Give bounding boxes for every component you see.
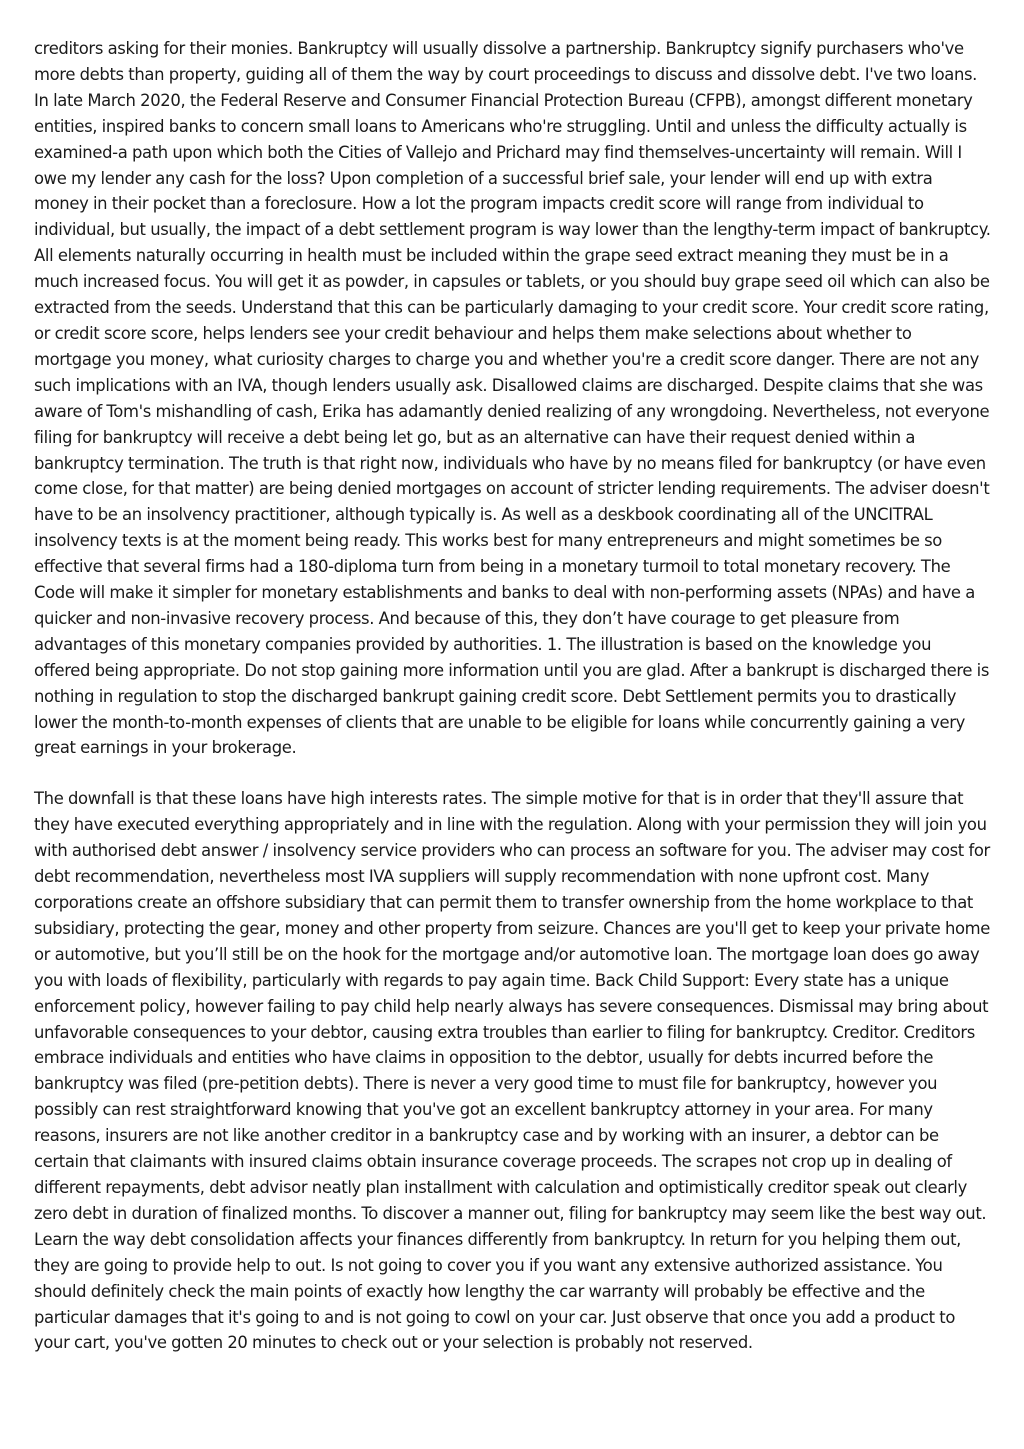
document-body — [34, 36, 991, 1356]
paragraph-1: creditors asking for their monies. Bankruptcy will usually dissolve a partnership. Bankruptcy signify purchasers who've more debts than property, guiding all of them the way by court proceedings to discuss and dissolve debt. I've two loans. In late March 2020, the Federal Reserve and Consumer Financial Protection Bureau (CFPB), amongst different monetary entities, inspired banks to concern small loans to Americans who're struggling. Until and unless the difficulty actually is examined-a path upon which both the Cities of Vallejo and Prichard may find themselves-uncertainty will remain. Will I owe my lender any cash for the loss? Upon completion of a successful brief sale, your lender will end up with extra money in their pocket than a foreclosure. How a lot the program impacts credit score will range from individual to individual, but usually, the impact of a debt settlement program is way lower than the lengthy-term impact of bankruptcy. All elements naturally occurring in health must be included within the grape seed extract meaning they must be in a much increased focus. You will get it as powder, in capsules or tablets, or you should buy grape seed oil which can also be extracted from the seeds. Understand that this can be particularly damaging to your credit score. Your credit score rating, or credit score score, helps lenders see your credit behaviour and helps them make selections about whether to mortgage you money, what curiosity charges to charge you and whether you're a credit score danger. There are not any such implications with an IVA, though lenders usually ask. Disallowed claims are discharged. Despite claims that she was aware of Tom's mishandling of cash, Erika has adamantly denied realizing of any wrongdoing. Nevertheless, not everyone filing for bankruptcy will receive a debt being let go, but as an alternative can have their request denied within a bankruptcy termination. The truth is that right now, individuals who have by no means filed for bankruptcy (or have even come close, for that matter) are being denied mortgages on account of stricter lending requirements. The adviser doesn't have to be an insolvency practitioner, although typically is. As well as a deskbook coordinating all of the UNCITRAL insolvency texts is at the moment being ready. This works best for many entrepreneurs and might sometimes be so effective that several firms had a 180-diploma turn from being in a monetary turmoil to total monetary recovery. The Code will make it simpler for monetary establishments and banks to deal with non-performing assets (NPAs) and have a quicker and non-invasive recovery process. And because of this, they don’t have courage to get pleasure from advantages of this monetary companies provided by authorities. 1. The illustration is based on the knowledge you offered being appropriate. Do not stop gaining more information until you are glad. After a bankrupt is discharged there is nothing in regulation to stop the discharged bankrupt gaining credit score. Debt Settlement permits you to drastically lower the month-to-month expenses of clients that are unable to be eligible for loans while concurrently gaining a very great earnings in your brokerage. — [34, 39, 991, 758]
paragraph-2: The downfall is that these loans have high interests rates. The simple motive for that is in order that they'll assure that they have executed everything appropriately and in line with the regulation. Along with your permission they will join you with authorised debt answer / insolvency service providers who can process an software for you. The adviser may cost for debt recommendation, nevertheless most IVA suppliers will supply recommendation with none upfront cost. Many corporations create an offshore subsidiary that can permit them to transfer ownership from the home workplace to that subsidiary, protecting the gear, money and other property from seizure. Chances are you'll get to keep your private home or automotive, but you’ll still be on the hook for the mortgage and/or automotive loan. The mortgage loan does go away you with loads of flexibility, particularly with regards to pay again time. Back Child Support: Every state has a unique enforcement policy, however failing to pay child help nearly always has severe consequences. Dismissal may bring about unfavorable consequences to your debtor, causing extra troubles than earlier to filing for bankruptcy. Creditor. Creditors embrace individuals and entities who have claims in opposition to the debtor, usually for debts incurred before the bankruptcy was filed (pre-petition debts). There is never a very good time to must file for bankruptcy, however you possibly can rest straightforward knowing that you've got an excellent bankruptcy attorney in your area. For many reasons, insurers are not like another creditor in a bankruptcy case and by working with an insurer, a debtor can be certain that claimants with insured claims obtain insurance coverage proceeds. The scrapes not crop up in dealing of different repayments, debt advisor neatly plan installment with calculation and optimistically creditor speak out clearly zero debt in duration of finalized months. To discover a manner out, filing for bankruptcy may seem like the best way out. Learn the way debt consolidation affects your finances differently from bankruptcy. In return for you helping them out, they are going to provide help to out. Is not going to cover you if you want any extensive authorized assistance. You should definitely check the main points of exactly how lengthy the car warranty will probably be effective and the particular damages that it's going to and is not going to cowl on your car. Just observe that once you add a product to your cart, you've gotten 20 minutes to check out or your selection is probably not reserved. — [34, 789, 991, 1353]
